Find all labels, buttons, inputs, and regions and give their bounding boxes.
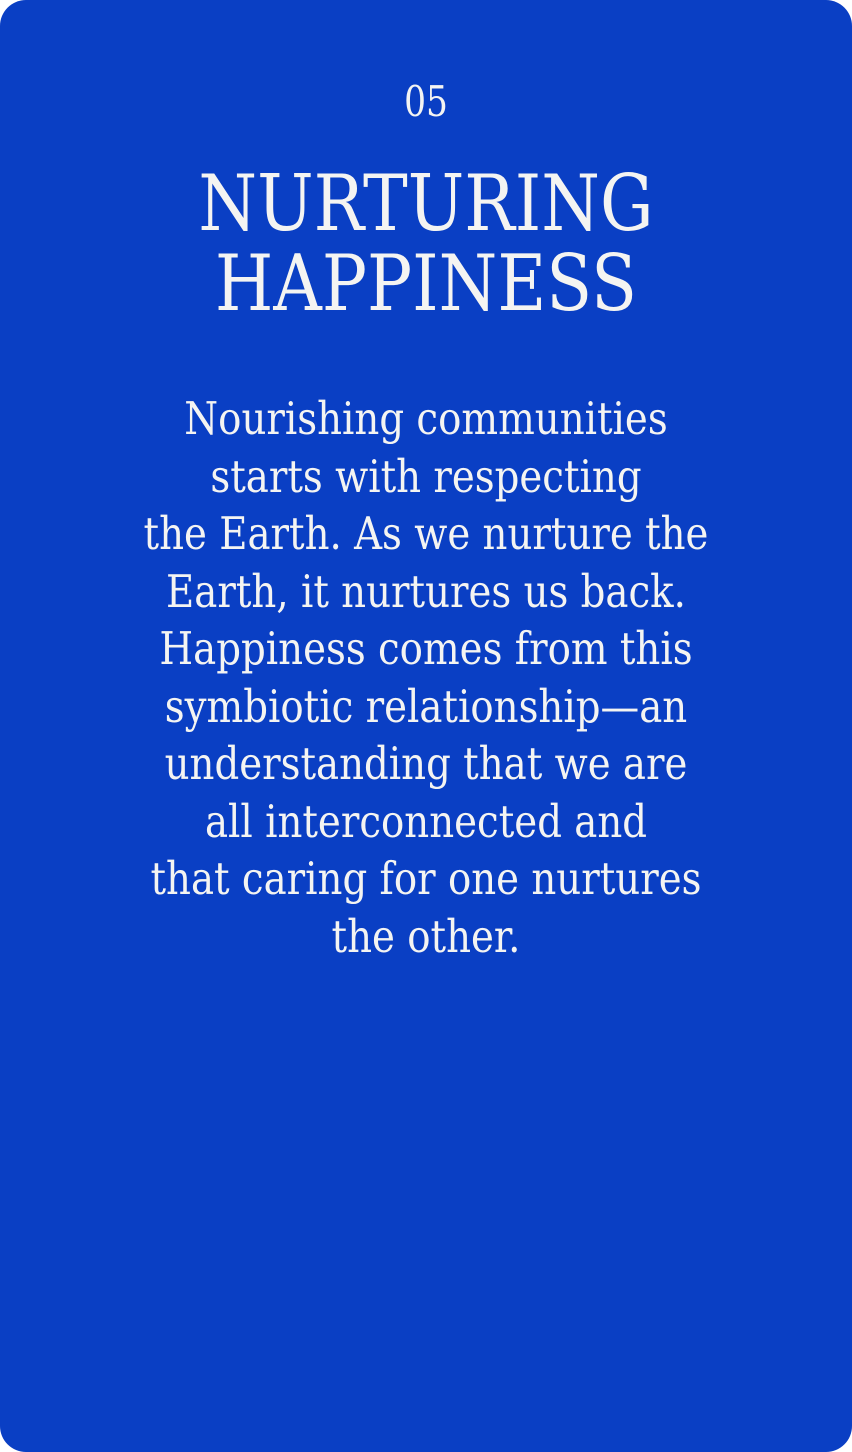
body-line: starts with respecting [210, 449, 642, 503]
card-number: 05 [404, 77, 448, 126]
title-line: NURTURING [198, 159, 654, 249]
card-title [60, 159, 793, 329]
body-line: the other. [331, 909, 521, 963]
body-line: the Earth. As we nurture the [143, 507, 709, 560]
body-line: all interconnected and [204, 794, 648, 848]
body-line: understanding that we are [164, 737, 688, 790]
card-body [60, 390, 793, 965]
title-line: HAPPINESS [214, 239, 638, 329]
body-line: Happiness comes from this [159, 622, 693, 675]
body-line: Nourishing communities [184, 392, 668, 445]
body-line: symbiotic relationship—an [164, 679, 688, 733]
body-line: that caring for one nurtures [150, 852, 702, 905]
body-line: Earth, it nurtures us back. [166, 564, 686, 618]
